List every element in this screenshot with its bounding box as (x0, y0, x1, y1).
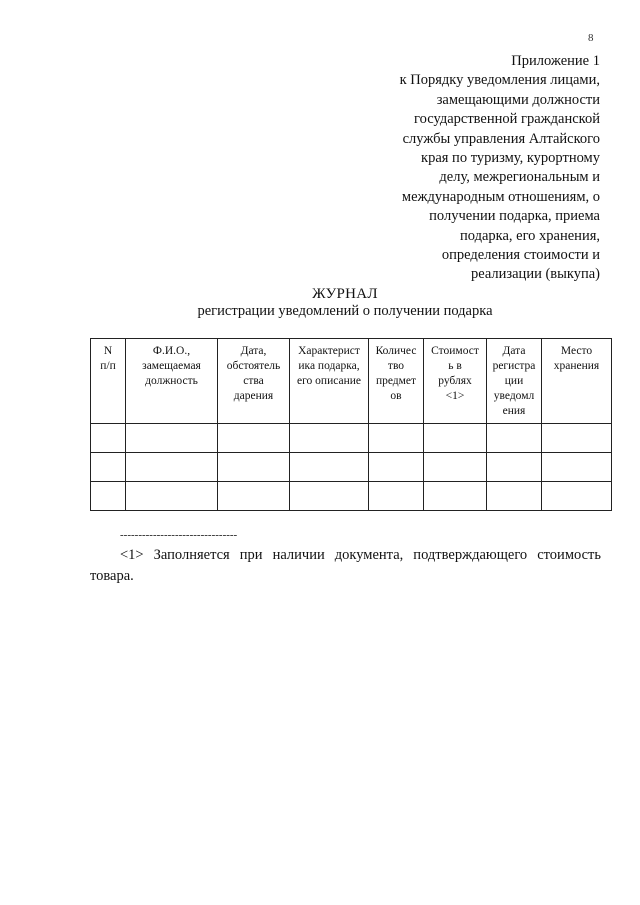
table-cell (290, 453, 369, 482)
appendix-line: международным отношениям, о (401, 188, 600, 205)
table-cell (369, 424, 424, 453)
appendix-line: края по туризму, курортному (421, 150, 600, 167)
appendix-line: замещающими должности (436, 91, 600, 108)
appendix-line: определения стоимости и (441, 247, 600, 264)
header-fio: Ф.И.О., замещаемая должность (126, 339, 218, 424)
appendix-line: к Порядку уведомления лицами, (399, 72, 600, 89)
header-registration-date: Дата регистра ции уведомл ения (487, 339, 542, 424)
appendix-line: государственной гражданской (414, 111, 600, 128)
table-cell (487, 482, 542, 511)
table-cell (369, 453, 424, 482)
appendix-line: делу, межрегиональным и (439, 169, 600, 186)
appendix-block (340, 52, 600, 285)
table-cell (91, 482, 126, 511)
header-gift-description: Характерист ика подарка, его описание (290, 339, 369, 424)
table-cell (126, 482, 218, 511)
table-cell (424, 424, 487, 453)
table-cell (290, 424, 369, 453)
table-cell (424, 482, 487, 511)
header-date-circumstances: Дата, обстоятель ства дарения (218, 339, 290, 424)
table-cell (218, 453, 290, 482)
journal-title: ЖУРНАЛ (312, 286, 378, 302)
table-cell (542, 424, 612, 453)
header-number: N п/п (91, 339, 126, 424)
page-number: 8 (588, 32, 594, 44)
table-cell (424, 453, 487, 482)
appendix-line: реализации (выкупа) (470, 266, 600, 283)
table-cell (487, 453, 542, 482)
appendix-line: получении подарка, приема (429, 208, 600, 225)
table-cell (487, 424, 542, 453)
footnote-text: <1> Заполняется при наличии документа, подтверждающего стоимость товара. (90, 547, 601, 584)
table-cell (91, 424, 126, 453)
table-row (91, 482, 612, 511)
table-cell (126, 424, 218, 453)
table-cell (91, 453, 126, 482)
table-cell (218, 482, 290, 511)
table-cell (542, 482, 612, 511)
header-storage-place: Место хранения (542, 339, 612, 424)
table-header-row (91, 339, 612, 424)
appendix-line: подарка, его хранения, (459, 227, 600, 244)
table-cell (218, 424, 290, 453)
table-row (91, 453, 612, 482)
header-quantity: Количес тво предмет ов (369, 339, 424, 424)
journal-subtitle: регистрации уведомлений о получении подарка (197, 303, 493, 319)
table-row (91, 424, 612, 453)
appendix-line: Приложение 1 (511, 53, 600, 69)
table-cell (126, 453, 218, 482)
table-cell (369, 482, 424, 511)
table-cell (290, 482, 369, 511)
register-table (90, 338, 612, 511)
appendix-line: службы управления Алтайского (402, 130, 600, 147)
footnote-separator: -------------------------------- (120, 529, 238, 541)
table-cell (542, 453, 612, 482)
header-cost: Стоимост ь в рублях <1> (424, 339, 487, 424)
